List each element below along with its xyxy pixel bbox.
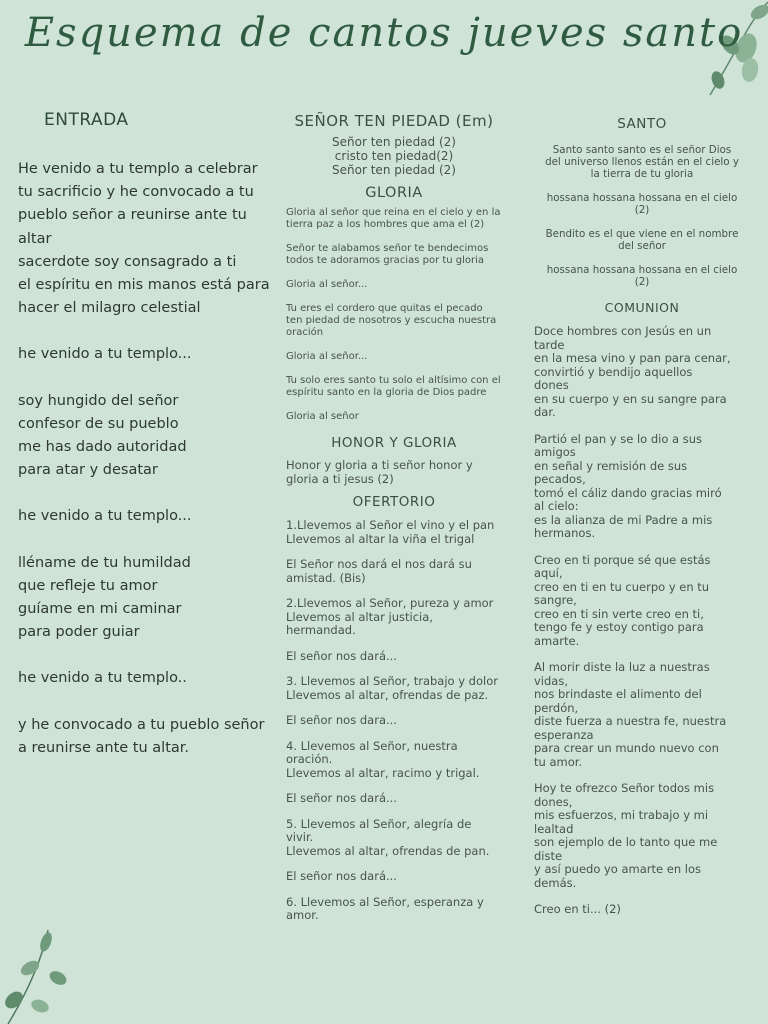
- lyric-line: vidas,: [534, 673, 568, 688]
- lyric-paragraph: [286, 243, 502, 267]
- lyric-paragraph: [18, 552, 276, 645]
- lyric-line: 2.Llevemos al Señor, pureza y amor: [286, 596, 494, 610]
- entrada-heading: ENTRADA: [44, 110, 129, 130]
- lyric-line: hossana hossana hossana en el cielo: [546, 264, 738, 276]
- lyric-line: creo en ti sin verte creo en ti,: [534, 606, 704, 621]
- lyric-line: para atar y desatar: [18, 462, 158, 479]
- comunion-lyrics: [534, 325, 750, 917]
- lyric-paragraph: [18, 714, 276, 760]
- lyric-paragraph: [286, 740, 502, 781]
- lyric-line: aquí,: [534, 566, 563, 580]
- lyric-line: confesor de su pueblo: [18, 415, 179, 432]
- lyric-line: 6. Llevemos al Señor, esperanza y: [286, 894, 484, 909]
- lyric-line: Señor te alabamos señor te bendecimos: [286, 243, 489, 254]
- lyric-paragraph: [286, 675, 502, 702]
- lyric-line: dones: [534, 378, 569, 392]
- lyric-line: Llevemos al altar la viña el trigal: [286, 531, 475, 546]
- lyric-line: espíritu santo en la gloria de Dios padre: [286, 387, 487, 398]
- lyric-paragraph: [286, 870, 502, 884]
- lyric-paragraph: [18, 343, 276, 366]
- lyric-line: para poder guiar: [18, 624, 140, 641]
- lyric-line: Partió el pan y se lo dio a sus: [534, 431, 703, 446]
- lyric-line: pecados,: [534, 472, 586, 486]
- lyric-paragraph: [286, 792, 502, 806]
- lyric-line: he venido a tu templo...: [18, 346, 192, 363]
- lyric-line: 3. Llevemos al Señor, trabajo y dolor: [286, 674, 498, 688]
- lyric-line: Creo en ti porque sé que estás: [534, 552, 711, 567]
- lyric-line: 4. Llevemos al Señor, nuestra: [286, 738, 458, 753]
- eucalyptus-leaves-bottom-left-icon: [0, 928, 80, 1024]
- lyric-paragraph: [534, 903, 750, 917]
- lyric-line: Gloria al señor...: [286, 279, 368, 290]
- entrada-section: [18, 110, 276, 783]
- santo-heading: SANTO: [617, 116, 667, 132]
- right-column: [534, 116, 750, 917]
- lyric-paragraph: [534, 433, 750, 541]
- santo-lyrics: [534, 144, 750, 288]
- lyric-line: hossana hossana hossana en el cielo: [546, 192, 738, 204]
- lyric-line: tarde: [534, 337, 565, 352]
- lyric-line: dones,: [534, 794, 573, 809]
- lyric-line: 1.Llevemos al Señor el vino y el pan: [286, 518, 495, 532]
- lyric-line: Llevemos al altar, racimo y trigal.: [286, 765, 480, 780]
- lyric-line: Tu solo eres santo tu solo el altísimo con el: [286, 375, 501, 386]
- lyric-paragraph: [286, 896, 502, 923]
- lyric-paragraph: [18, 390, 276, 483]
- lyric-line: el espíritu en mis manos está para: [18, 277, 270, 294]
- piedad-lyrics: [286, 135, 502, 177]
- lyric-paragraph: [534, 144, 750, 180]
- ofertorio-heading: OFERTORIO: [352, 494, 436, 510]
- lyric-paragraph: [286, 351, 502, 363]
- lyric-line: El señor nos dará...: [286, 869, 397, 883]
- lyric-line: Al morir diste la luz a nuestras: [534, 660, 710, 674]
- lyric-line: del señor: [618, 240, 666, 252]
- lyric-line: y así puedo yo amarte en los: [534, 862, 702, 876]
- lyric-line: en señal y remisión de sus: [534, 458, 688, 473]
- lyric-line: Honor y gloria a ti señor honor y: [286, 458, 473, 472]
- lyric-paragraph: [286, 303, 502, 339]
- lyric-line: Bendito es el que viene en el nombre: [545, 228, 739, 240]
- lyric-line: sangre,: [534, 593, 577, 607]
- lyric-line: Santo santo santo es el señor Dios: [552, 144, 732, 156]
- lyric-line: Llevemos al altar, ofrendas de pan.: [286, 843, 490, 858]
- lyric-line: son ejemplo de lo tanto que me: [534, 835, 718, 849]
- lyric-line: que refleje tu amor: [18, 577, 158, 594]
- entrada-lyrics: [18, 158, 276, 760]
- lyric-paragraph: [286, 207, 502, 231]
- lyric-line: mis esfuerzos, mi trabajo y mi: [534, 808, 709, 822]
- lyric-paragraph: [18, 667, 276, 690]
- lyric-line: hermandad.: [286, 623, 356, 637]
- lyric-line: El señor nos dara...: [286, 713, 397, 727]
- lyric-line: cristo ten piedad(2): [334, 149, 454, 163]
- lyric-line: guíame en mi caminar: [18, 601, 182, 618]
- lyric-line: amistad. (Bis): [286, 570, 366, 585]
- lyric-line: 5. Llevemos al Señor, alegría de vivir.: [286, 816, 472, 844]
- lyric-line: hacer el milagro celestial: [18, 300, 201, 317]
- lyric-line: He venido a tu templo a celebrar: [18, 161, 258, 177]
- lyric-line: en su cuerpo y en su sangre para: [534, 391, 727, 406]
- lyric-paragraph: [534, 661, 750, 769]
- lyric-line: El señor nos dará...: [286, 791, 397, 805]
- lyric-line: al cielo:: [534, 499, 579, 513]
- gloria-lyrics: [286, 207, 502, 423]
- lyric-paragraph: [286, 597, 502, 638]
- lyric-line: pueblo señor a reunirse ante tu: [18, 207, 247, 224]
- lyric-line: he venido a tu templo..: [18, 670, 187, 687]
- lyric-line: para crear un mundo nuevo con: [534, 741, 719, 755]
- comunion-heading: COMUNION: [604, 300, 680, 315]
- lyric-line: oración: [286, 327, 324, 338]
- lyric-paragraph: [286, 650, 502, 664]
- lyric-line: es la alianza de mi Padre a mis: [534, 512, 713, 527]
- lyric-line: perdón,: [534, 700, 579, 715]
- lyric-line: Señor ten piedad (2): [332, 163, 456, 177]
- lyric-line: Gloria al señor...: [286, 351, 368, 362]
- lyric-line: (2): [634, 204, 650, 216]
- lyric-line: lléname de tu humildad: [18, 554, 191, 571]
- lyric-line: (2): [634, 276, 650, 288]
- lyric-paragraph: [286, 818, 502, 859]
- lyric-paragraph: [286, 519, 502, 546]
- lyric-line: soy hungido del señor: [18, 392, 179, 409]
- page-title: Esquema de cantos jueves santo: [24, 10, 744, 56]
- lyric-line: tu amor.: [534, 754, 583, 769]
- lyric-line: oración.: [286, 752, 333, 766]
- lyric-line: diste fuerza a nuestra fe, nuestra: [534, 714, 727, 728]
- lyric-line: creo en ti en tu cuerpo y en tu: [534, 579, 710, 594]
- lyric-line: lealtad: [534, 821, 574, 836]
- lyric-line: Llevemos al altar justicia,: [286, 609, 433, 624]
- lyric-line: demás.: [534, 875, 577, 890]
- lyric-line: Hoy te ofrezco Señor todos mis: [534, 781, 715, 795]
- gloria-heading: GLORIA: [365, 185, 423, 201]
- lyric-line: nos brindaste el alimento del: [534, 687, 702, 701]
- lyric-line: Creo en ti... (2): [534, 902, 621, 916]
- middle-column: [286, 112, 502, 923]
- lyric-line: Gloria al señor: [286, 411, 359, 422]
- lyric-paragraph: [286, 411, 502, 423]
- lyric-line: tengo fe y estoy contigo para: [534, 620, 704, 634]
- lyric-line: El Señor nos dará el nos dará su: [286, 557, 472, 571]
- lyric-line: esperanza: [534, 727, 594, 742]
- lyric-line: Tu eres el cordero que quitas el pecado: [286, 303, 483, 314]
- lyric-line: todos te adoramos gracias por tu gloria: [286, 255, 485, 266]
- lyric-line: Doce hombres con Jesús en un: [534, 324, 712, 338]
- piedad-heading: SEÑOR TEN PIEDAD (Em): [294, 112, 494, 130]
- lyric-paragraph: [286, 714, 502, 728]
- lyric-line: amor.: [286, 908, 319, 922]
- lyric-line: tomó el cáliz dando gracias miró: [534, 485, 722, 500]
- lyric-line: amigos: [534, 445, 576, 459]
- lyric-line: la tierra de tu gloria: [590, 168, 694, 180]
- lyric-line: tu sacrificio y he convocado a tu: [18, 184, 254, 201]
- lyric-line: altar: [18, 230, 52, 247]
- lyric-line: tierra paz a los hombres que ama el (2): [286, 219, 485, 230]
- lyric-line: y he convocado a tu pueblo señor: [18, 716, 265, 733]
- lyric-paragraph: [534, 228, 750, 252]
- lyric-paragraph: [18, 505, 276, 528]
- lyric-paragraph: [286, 558, 502, 585]
- lyric-paragraph: [534, 554, 750, 649]
- lyric-line: sacerdote soy consagrado a ti: [18, 253, 237, 270]
- lyric-line: he venido a tu templo...: [18, 508, 192, 525]
- lyric-line: en la mesa vino y pan para cenar,: [534, 351, 731, 365]
- lyric-line: gloria a ti jesus (2): [286, 471, 394, 486]
- lyric-line: dar.: [534, 405, 556, 419]
- lyric-paragraph: [18, 158, 276, 320]
- lyric-line: El señor nos dará...: [286, 648, 397, 663]
- lyric-line: me has dado autoridad: [18, 439, 187, 456]
- lyric-paragraph: [286, 279, 502, 291]
- lyric-paragraph: [534, 192, 750, 216]
- lyric-line: ten piedad de nosotros y escucha nuestra: [286, 315, 497, 326]
- lyric-paragraph: [286, 375, 502, 399]
- lyric-paragraph: [534, 325, 750, 420]
- lyric-line: convirtió y bendijo aquellos: [534, 364, 693, 379]
- lyric-paragraph: [534, 782, 750, 890]
- honor-heading: HONOR Y GLORIA: [331, 435, 457, 451]
- lyric-line: Gloria al señor que reina en el cielo y en la: [286, 207, 501, 218]
- lyric-paragraph: [534, 264, 750, 288]
- lyric-line: amarte.: [534, 633, 580, 648]
- lyric-line: Señor ten piedad (2): [332, 135, 456, 149]
- lyric-line: Llevemos al altar, ofrendas de paz.: [286, 687, 489, 702]
- lyric-line: diste: [534, 848, 563, 863]
- honor-lyrics: [286, 459, 502, 486]
- lyric-line: a reunirse ante tu altar.: [18, 739, 190, 756]
- lyric-line: del universo llenos están en el cielo y: [545, 156, 739, 168]
- ofertorio-lyrics: [286, 519, 502, 923]
- lyric-line: hermanos.: [534, 526, 596, 540]
